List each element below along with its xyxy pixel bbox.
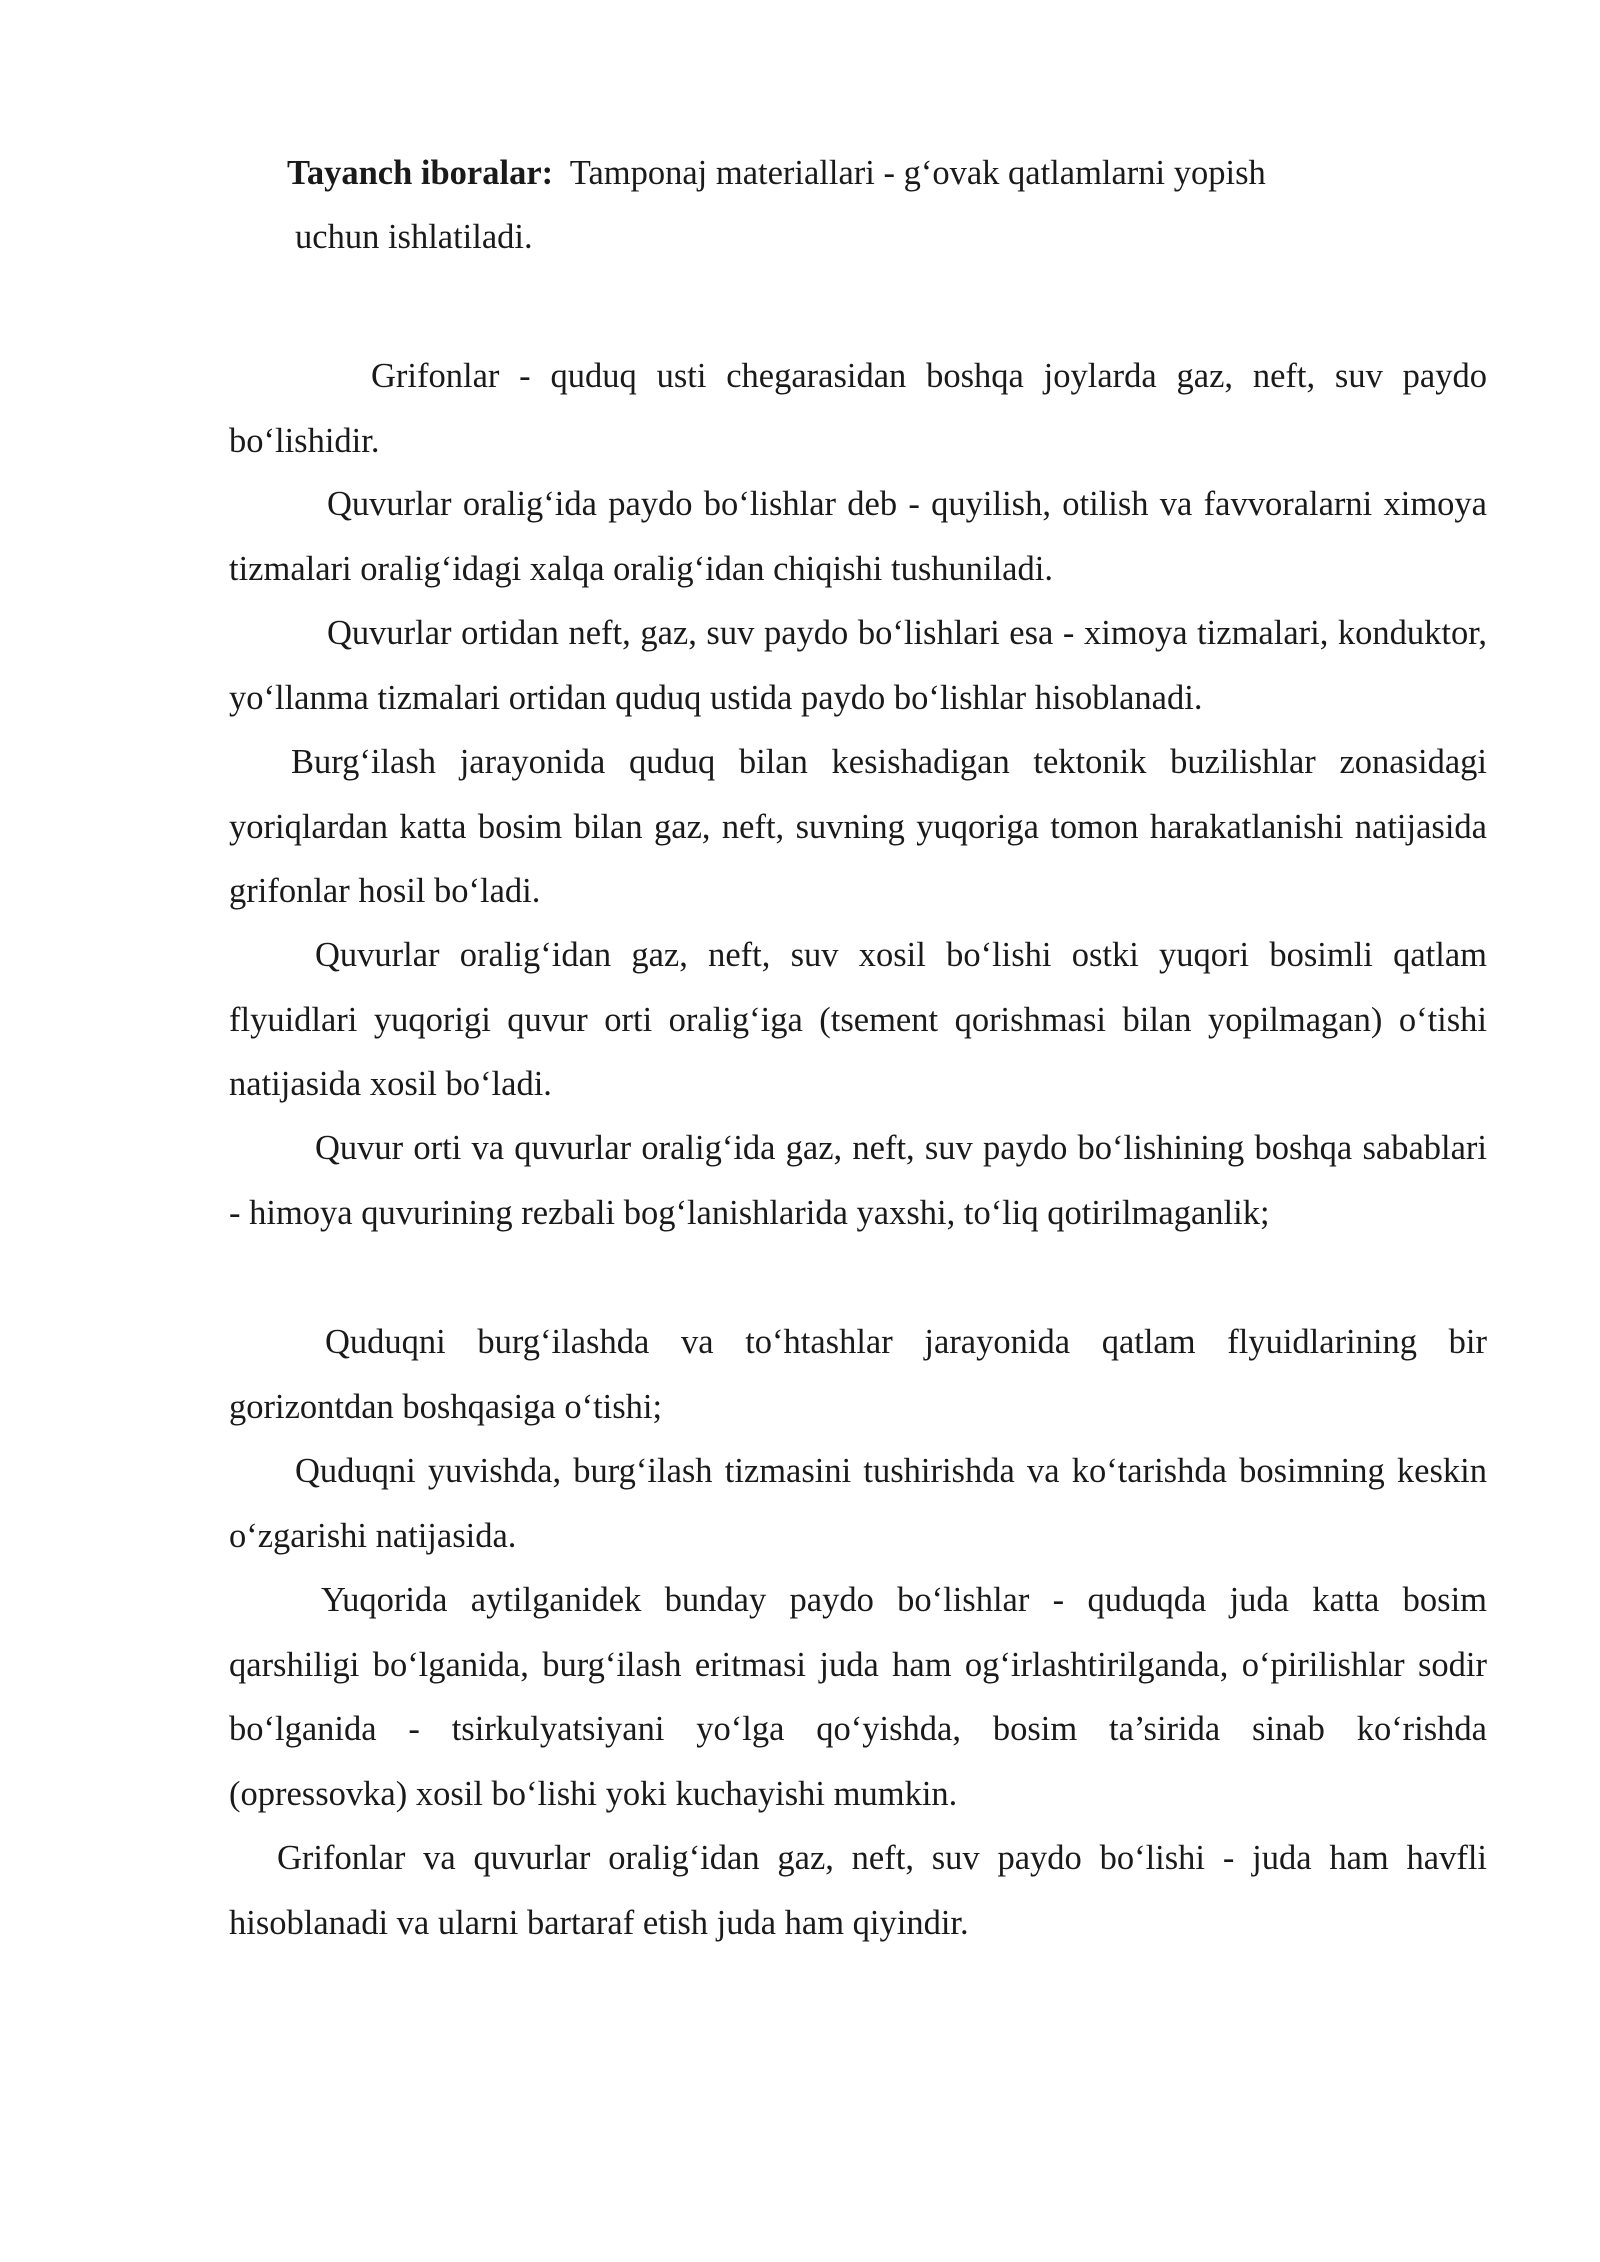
paragraph-grifonlar-havfli: Grifonlar va quvurlar oralig‘idan gaz, neft, suv paydo bo‘lishi - juda ham havfli hisoblanadi va ularni bartaraf etish juda ham qiyindir. xyxy=(229,1839,1487,1942)
paragraph-burgilash-jarayonida: Burg‘ilash jarayonida quduq bilan kesishadigan tektonik buzilishlar zonasidagi yoriqlardan katta bosim bilan gaz, neft, suvning yuqoriga tomon harakatlanishi natijasida grifonlar hosil bo‘ladi. xyxy=(229,743,1487,910)
paragraph-yuqorida-aytilganidek: Yuqorida aytilganidek bunday paydo bo‘lishlar - quduqda juda katta bosim qarshiligi bo‘lganida, burg‘ilash eritmasi juda ham og‘irlashtirilganda, o‘pirilishlar sodir bo‘lganida - tsirkulyatsiyani yo‘lga qo‘yishda, bosim ta’sirida sinab ko‘rishda (opressovka) xosil bo‘lishi yoki kuchayishi mumkin. xyxy=(229,1581,1487,1813)
paragraph-quvurlar-oraligidan: Quvurlar oralig‘idan gaz, neft, suv xosil bo‘lishi ostki yuqori bosimli qatlam flyuidlari yuqorigi quvur orti oralig‘iga (tsement qorishmasi bilan yopilmagan) o‘tishi natijasida xosil bo‘ladi. xyxy=(229,936,1487,1103)
paragraph-quduqni-yuvishda: Quduqni yuvishda, burg‘ilash tizmasini tushirishda va ko‘tarishda bosimning keskin o‘zgarishi natijasida. xyxy=(229,1452,1487,1555)
paragraph-grifonlar-definition: Grifonlar - quduq usti chegarasidan boshqa joylarda gaz, neft, suv paydo bo‘lishidir. xyxy=(229,357,1487,460)
keywords-definition-line2: uchun ishlatiladi. xyxy=(295,218,533,256)
paragraph-quvurlar-oraligida: Quvurlar oralig‘ida paydo bo‘lishlar deb - quyilish, otilish va favvoralarni ximoya tizmalari oralig‘idagi xalqa oralig‘idan chiqishi tushuniladi. xyxy=(229,485,1487,588)
keywords-block xyxy=(287,141,1387,269)
keywords-definition-line1: Tamponaj materiallari - g‘ovak qatlamlarni yopish xyxy=(569,154,1266,192)
paragraph-quduqni-burgilashda: Quduqni burg‘ilashda va to‘htashlar jarayonida qatlam flyuidlarining bir gorizontdan boshqasiga o‘tishi; xyxy=(229,1323,1487,1426)
paragraph-quvurlar-ortidan: Quvurlar ortidan neft, gaz, suv paydo bo‘lishlari esa - ximoya tizmalari, konduktor, yo‘llanma tizmalari ortidan quduq ustida paydo bo‘lishlar hisoblanadi. xyxy=(229,614,1487,717)
keywords-label: Tayanch iboralar: xyxy=(287,154,554,192)
paragraph-quvur-orti-sabablari: Quvur orti va quvurlar oralig‘ida gaz, neft, suv paydo bo‘lishining boshqa sabablari - himoya quvurining rezbali bog‘lanishlarida yaxshi, to‘liq qotirilmaganlik; xyxy=(229,1129,1487,1232)
